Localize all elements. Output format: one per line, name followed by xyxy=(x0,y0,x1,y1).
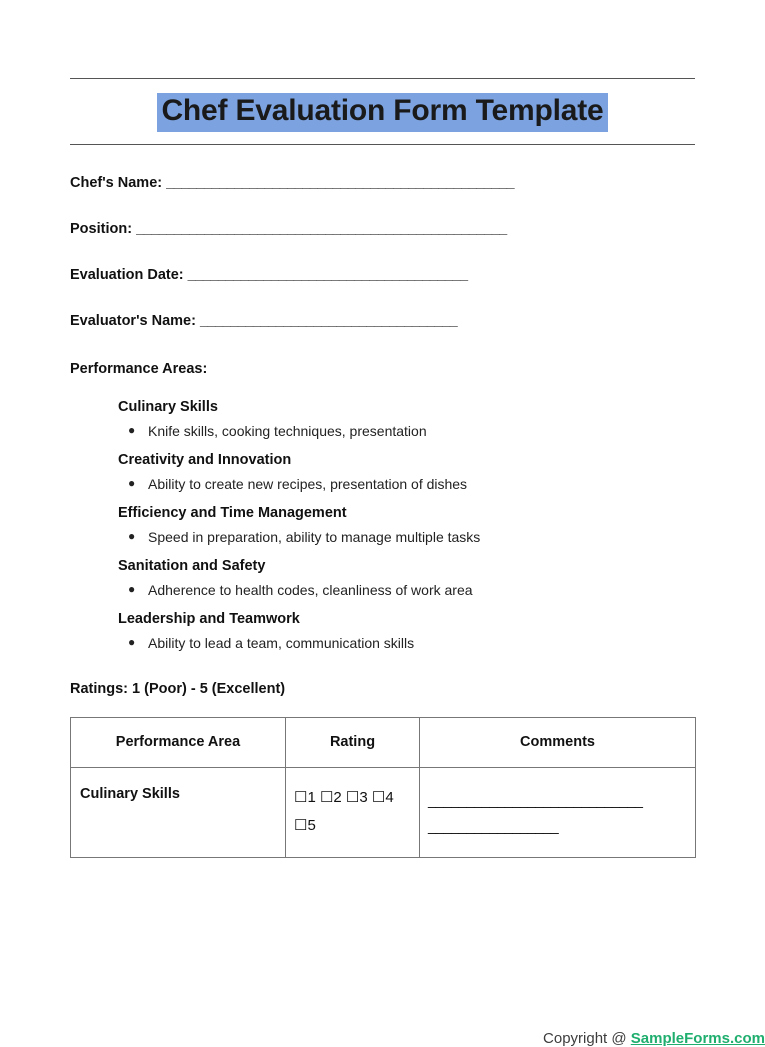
column-header-comments: Comments xyxy=(420,717,696,767)
field-evaluators-name xyxy=(70,313,695,329)
area-name-sanitation-and-safety: Sanitation and Safety xyxy=(118,557,266,574)
ratings-legend: Ratings: 1 (Poor) - 5 (Excellent) xyxy=(70,680,286,697)
cell-rating[interactable] xyxy=(286,767,420,858)
field-blank-chefs-name[interactable]: ______________________________________________ xyxy=(166,174,515,191)
performance-areas-list xyxy=(70,399,695,651)
area-name-creativity-and-innovation: Creativity and Innovation xyxy=(118,451,292,468)
title-bottom-rule xyxy=(70,144,695,145)
page-title: Chef Evaluation Form Template xyxy=(157,93,607,132)
area-detail-text: Ability to create new recipes, presentation of dishes xyxy=(148,475,468,492)
bullet-icon: ● xyxy=(128,422,136,437)
area-name-leadership-and-teamwork: Leadership and Teamwork xyxy=(118,610,300,627)
field-label-chefs-name: Chef's Name: xyxy=(70,174,163,191)
area-detail-text: Ability to lead a team, communication skills xyxy=(148,634,415,651)
footer-brand-link[interactable]: SampleForms.com xyxy=(630,1030,765,1047)
bullet-icon: ● xyxy=(128,528,136,543)
field-position xyxy=(70,221,695,237)
cell-performance-area: Culinary Skills xyxy=(71,767,286,858)
area-detail-text: Adherence to health codes, cleanliness of work area xyxy=(148,581,473,598)
bullet-icon: ● xyxy=(128,581,136,596)
field-evaluation-date xyxy=(70,267,695,283)
comments-blank-line-2[interactable]: _________________ xyxy=(428,819,559,836)
field-blank-position[interactable]: _________________________________________________ xyxy=(136,220,507,237)
field-label-evaluators-name: Evaluator's Name: xyxy=(70,312,196,329)
title-block xyxy=(70,79,695,144)
area-name-efficiency-and-time-management: Efficiency and Time Management xyxy=(118,504,347,521)
area-detail-leadership-and-teamwork xyxy=(118,635,695,651)
ratings-table xyxy=(70,717,696,859)
footer xyxy=(70,1030,765,1047)
footer-copyright-text: Copyright @ xyxy=(543,1030,631,1047)
comments-blank-line-1[interactable]: ____________________________ xyxy=(428,792,643,809)
bullet-icon: ● xyxy=(128,475,136,490)
area-detail-creativity-and-innovation xyxy=(118,476,695,492)
cell-comments[interactable] xyxy=(420,767,696,858)
field-blank-evaluators-name[interactable]: __________________________________ xyxy=(199,312,458,329)
column-header-performance-area: Performance Area xyxy=(71,717,286,767)
area-detail-sanitation-and-safety xyxy=(118,582,695,598)
bullet-icon: ● xyxy=(128,634,136,649)
rating-checkboxes-line-1[interactable]: ☐1 ☐2 ☐3 ☐4 xyxy=(294,788,394,806)
performance-areas-heading: Performance Areas: xyxy=(70,360,208,377)
field-label-position: Position: xyxy=(70,220,133,237)
area-detail-text: Knife skills, cooking techniques, presentation xyxy=(148,422,427,439)
field-chefs-name xyxy=(70,175,695,191)
column-header-rating: Rating xyxy=(286,717,420,767)
area-detail-culinary-skills xyxy=(118,423,695,439)
field-blank-evaluation-date[interactable]: _____________________________________ xyxy=(187,266,468,283)
area-detail-efficiency-and-time-management xyxy=(118,529,695,545)
field-label-evaluation-date: Evaluation Date: xyxy=(70,266,184,283)
rating-checkboxes-line-2[interactable]: ☐5 xyxy=(294,817,316,834)
table-row xyxy=(71,767,696,858)
area-detail-text: Speed in preparation, ability to manage multiple tasks xyxy=(148,528,481,545)
document-content xyxy=(70,78,765,1047)
table-header-row xyxy=(71,717,696,767)
area-name-culinary-skills: Culinary Skills xyxy=(118,398,218,415)
